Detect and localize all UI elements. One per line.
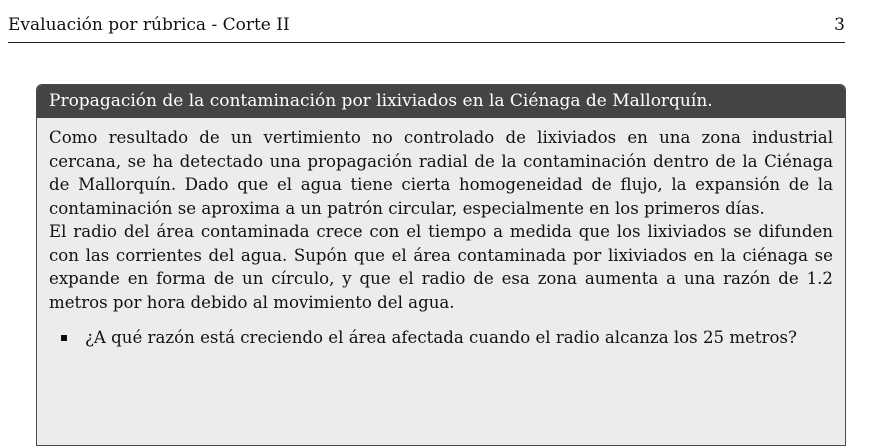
problem-box <box>36 84 846 446</box>
header-title: Evaluación por rúbrica - Corte II <box>8 15 290 35</box>
page-number: 3 <box>834 15 845 35</box>
page-header <box>8 12 845 43</box>
question-list <box>49 326 833 350</box>
problem-title: Propagación de la contaminación por lixiviados en la Ciénaga de Mallorquín. <box>37 85 845 118</box>
problem-body <box>37 118 845 350</box>
square-bullet-icon <box>61 335 67 341</box>
question-text: ¿A qué razón está creciendo el área afectada cuando el radio alcanza los 25 metros? <box>85 328 797 347</box>
problem-paragraph: El radio del área contaminada crece con el tiempo a medida que los lixiviados se difunden con las corrientes del agua. Supón que el área contaminada por lixiviados en la ciénaga se expande en forma de un círculo, y que el radio de esa zona aumenta a una razón de 1.2 metros por hora debido al movimiento del agua. <box>49 222 833 312</box>
question-item <box>77 326 833 350</box>
problem-paragraph: Como resultado de un vertimiento no controlado de lixiviados en una zona industrial cercana, se ha detectado una propagación radial de la contaminación dentro de la Ciénaga de Mallorquín. Dado que el agua tiene cierta homogeneidad de flujo, la expansión de la contaminación se aproxima a un patrón circular, especialmente en los primeros días. <box>49 128 833 218</box>
